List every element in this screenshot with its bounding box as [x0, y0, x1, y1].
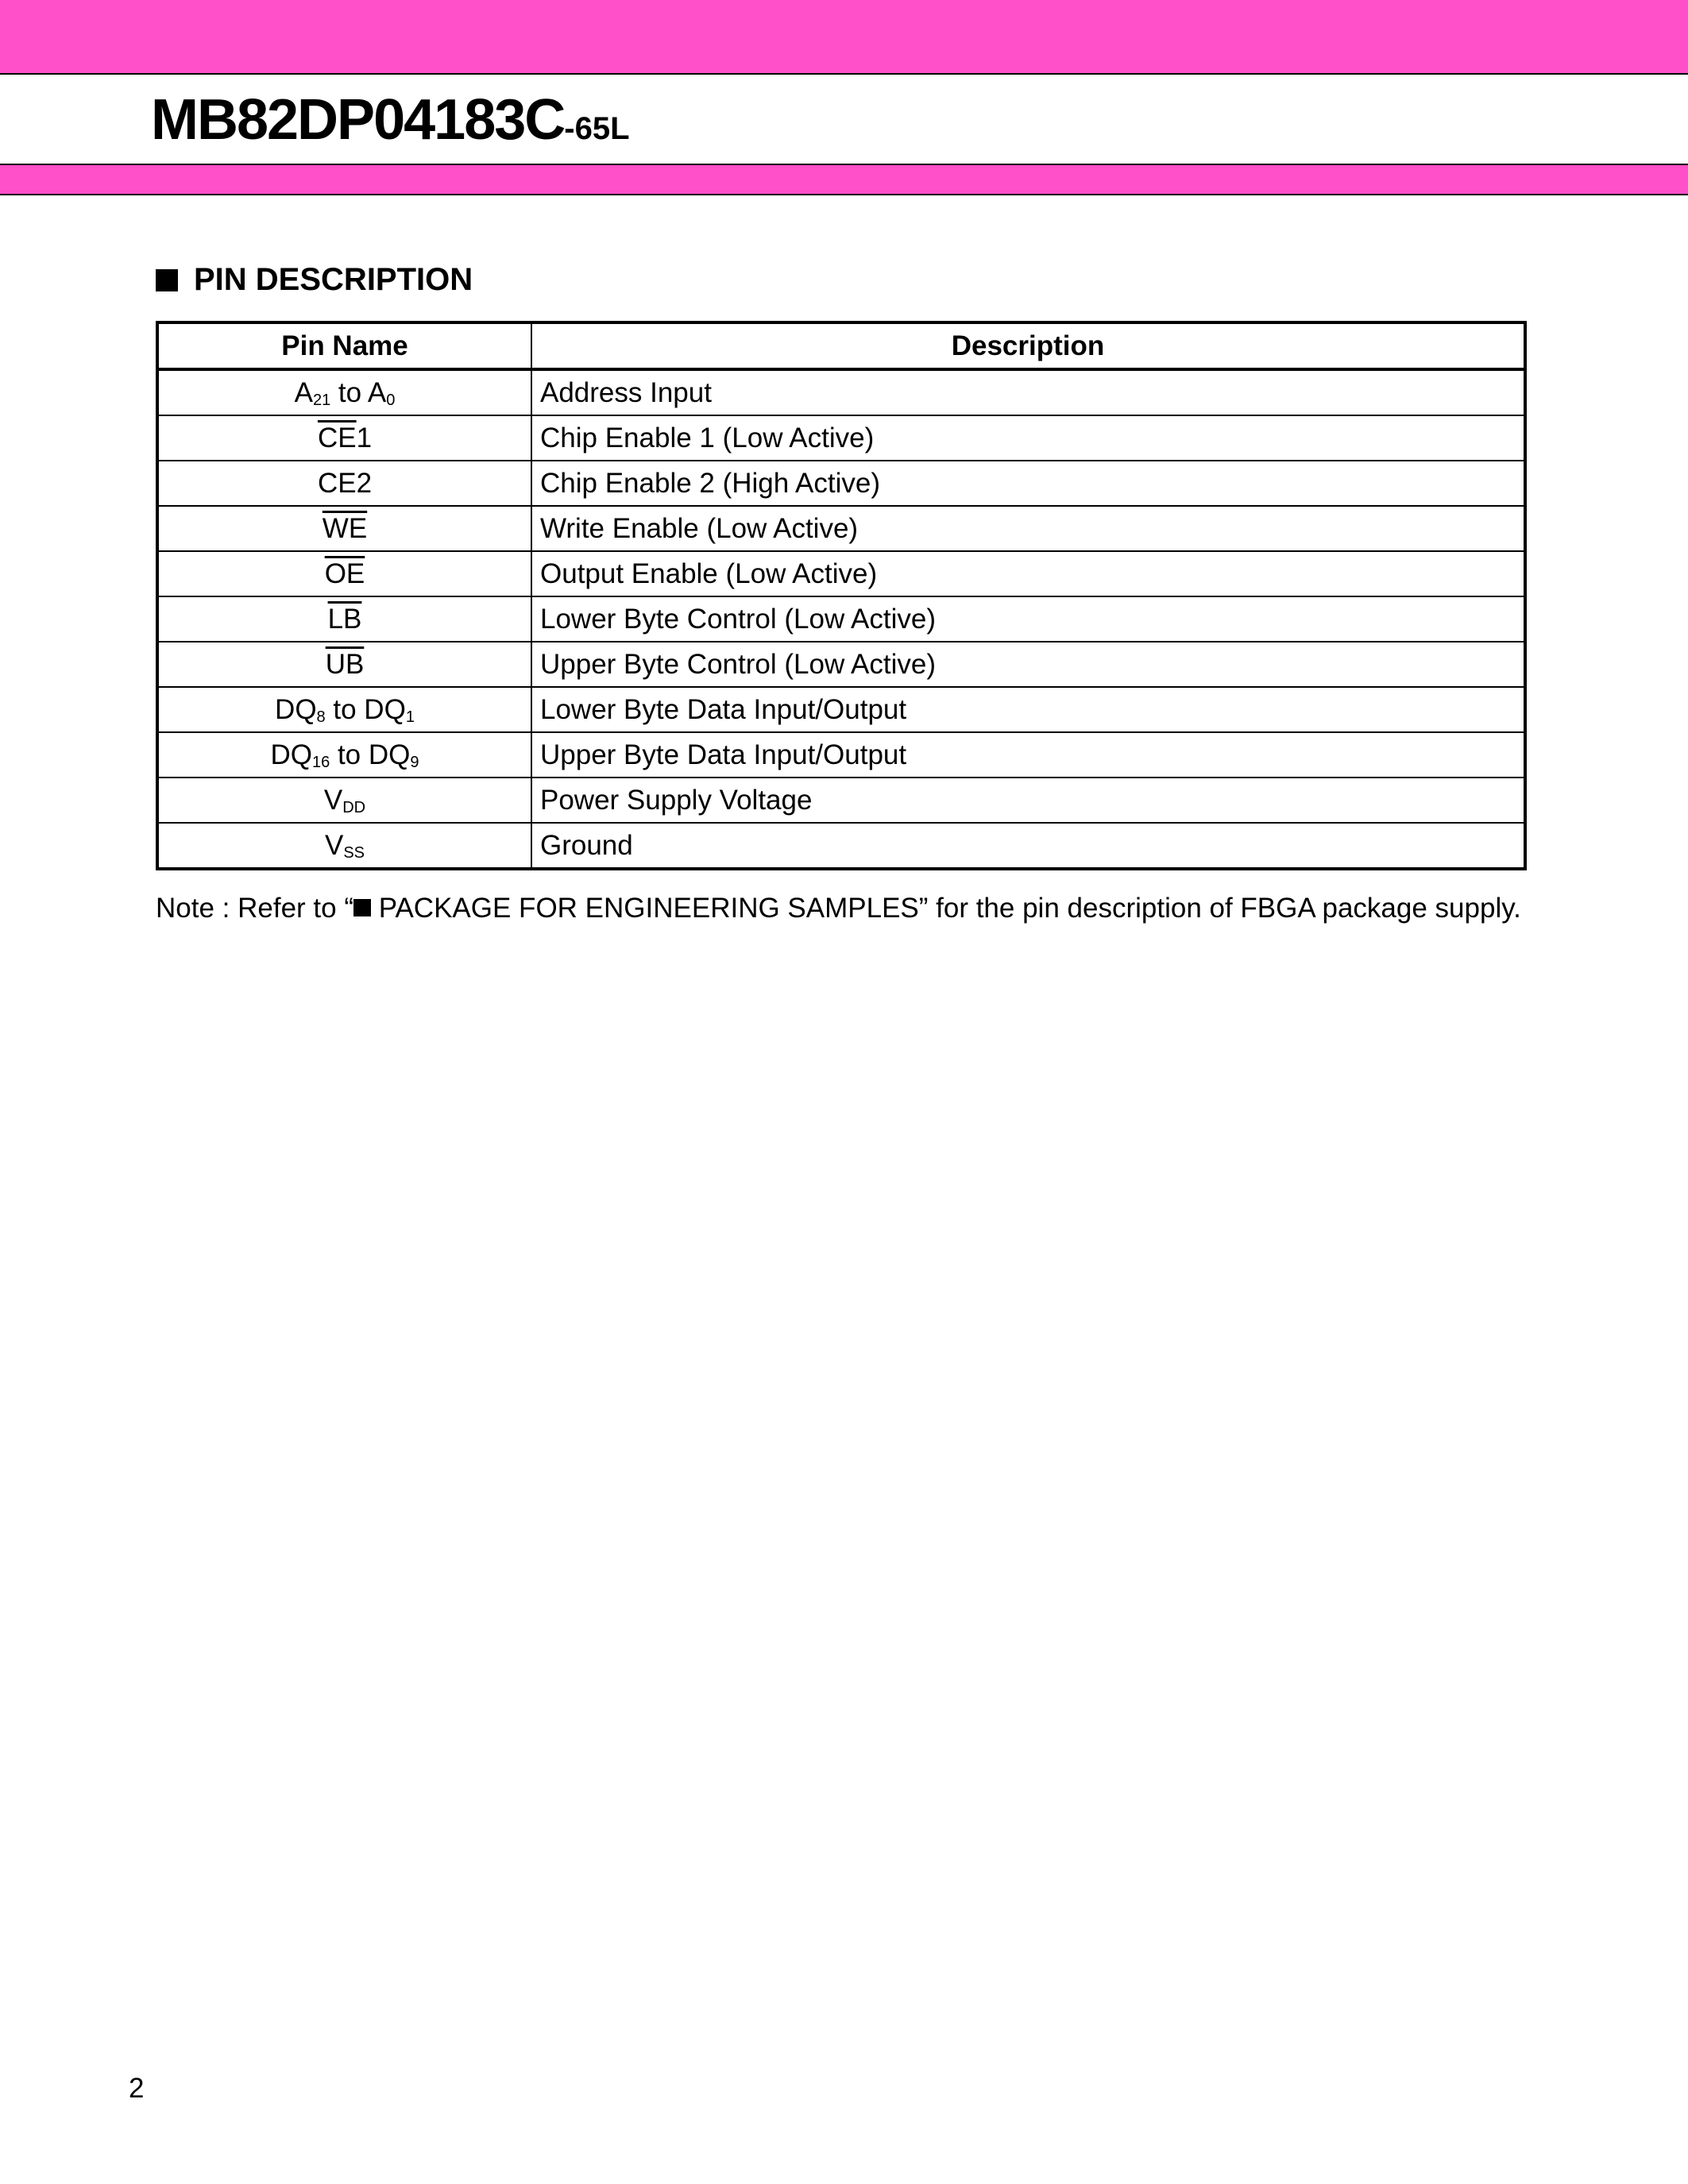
- table-row: [157, 687, 1525, 732]
- table-header-row: [157, 322, 1525, 369]
- pin-name-cell: [157, 551, 531, 596]
- description-cell: Write Enable (Low Active): [531, 506, 1525, 551]
- pin-name-text: to A: [330, 377, 387, 408]
- pin-name-text: $\overline{CE}$: [317, 423, 357, 453]
- pin-name-subscript: 16: [311, 754, 330, 771]
- pin-name-text: V: [323, 785, 343, 816]
- pin-name-cell: [157, 778, 531, 823]
- description-cell: Chip Enable 2 (High Active): [531, 461, 1525, 506]
- pin-name-cell: [157, 823, 531, 869]
- description-cell: Upper Byte Control (Low Active): [531, 642, 1525, 687]
- description-cell: Upper Byte Data Input/Output: [531, 732, 1525, 778]
- pin-name-cell: [157, 596, 531, 642]
- pin-name-cell: [157, 415, 531, 461]
- note-suffix: PACKAGE FOR ENGINEERING SAMPLES” for the pin description of FBGA package supply.: [370, 893, 1521, 924]
- pin-name-subscript: 0: [386, 392, 396, 409]
- table-row: [157, 596, 1525, 642]
- pin-name-subscript: 21: [312, 392, 331, 409]
- pin-name-text: $\overline{OE}$: [324, 558, 365, 589]
- table-row: [157, 778, 1525, 823]
- description-cell: Lower Byte Data Input/Output: [531, 687, 1525, 732]
- note-prefix: Note : Refer to “: [156, 893, 353, 924]
- description-cell: Chip Enable 1 (Low Active): [531, 415, 1525, 461]
- pin-name-cell: [157, 506, 531, 551]
- pin-name-text: to DQ: [330, 739, 411, 770]
- pin-name-text: to DQ: [325, 694, 406, 725]
- column-header-pin-name: Pin Name: [157, 322, 531, 369]
- filled-square-icon: [353, 899, 371, 916]
- document-title: [151, 87, 630, 152]
- table-row: [157, 823, 1525, 869]
- table-row: [157, 551, 1525, 596]
- section-heading-text: PIN DESCRIPTION: [194, 262, 473, 297]
- column-header-description: Description: [531, 322, 1525, 369]
- description-cell: Ground: [531, 823, 1525, 869]
- pin-name-subscript: DD: [342, 799, 366, 816]
- filled-square-icon: [156, 269, 178, 291]
- header-bottom-band: [0, 164, 1688, 195]
- description-cell: Output Enable (Low Active): [531, 551, 1525, 596]
- section-heading: [156, 262, 473, 298]
- pin-name-text: $\overline{WE}$: [322, 513, 368, 544]
- title-suffix: -65L: [564, 111, 630, 146]
- table-row: [157, 506, 1525, 551]
- table-note: [156, 893, 1521, 924]
- pin-name-subscript: SS: [343, 844, 365, 862]
- description-cell: Power Supply Voltage: [531, 778, 1525, 823]
- pin-description-table: [156, 321, 1527, 870]
- page-number: 2: [129, 2073, 145, 2104]
- pin-name-cell: [157, 732, 531, 778]
- pin-name-text: $\overline{LB}$: [327, 604, 362, 635]
- table-row: [157, 369, 1525, 415]
- pin-name-cell: [157, 687, 531, 732]
- pin-name-subscript: 9: [410, 754, 419, 771]
- pin-name-cell: [157, 369, 531, 415]
- pin-name-subscript: 1: [405, 708, 415, 726]
- pin-name-cell: [157, 642, 531, 687]
- pin-name-subscript: 8: [316, 708, 326, 726]
- header-top-band: [0, 0, 1688, 75]
- pin-name-text: $\overline{UB}$: [325, 649, 365, 680]
- description-cell: Lower Byte Control (Low Active): [531, 596, 1525, 642]
- pin-name-text: CE2: [317, 468, 373, 499]
- table-row: [157, 415, 1525, 461]
- pin-name-text: 1: [356, 423, 373, 453]
- table-row: [157, 461, 1525, 506]
- description-cell: Address Input: [531, 369, 1525, 415]
- table-row: [157, 732, 1525, 778]
- table-row: [157, 642, 1525, 687]
- title-part-number: MB82DP04183C: [151, 88, 565, 152]
- pin-name-text: A: [294, 377, 313, 408]
- pin-name-text: DQ: [275, 694, 317, 725]
- pin-name-cell: [157, 461, 531, 506]
- pin-name-text: V: [324, 830, 344, 861]
- pin-name-text: DQ: [270, 739, 312, 770]
